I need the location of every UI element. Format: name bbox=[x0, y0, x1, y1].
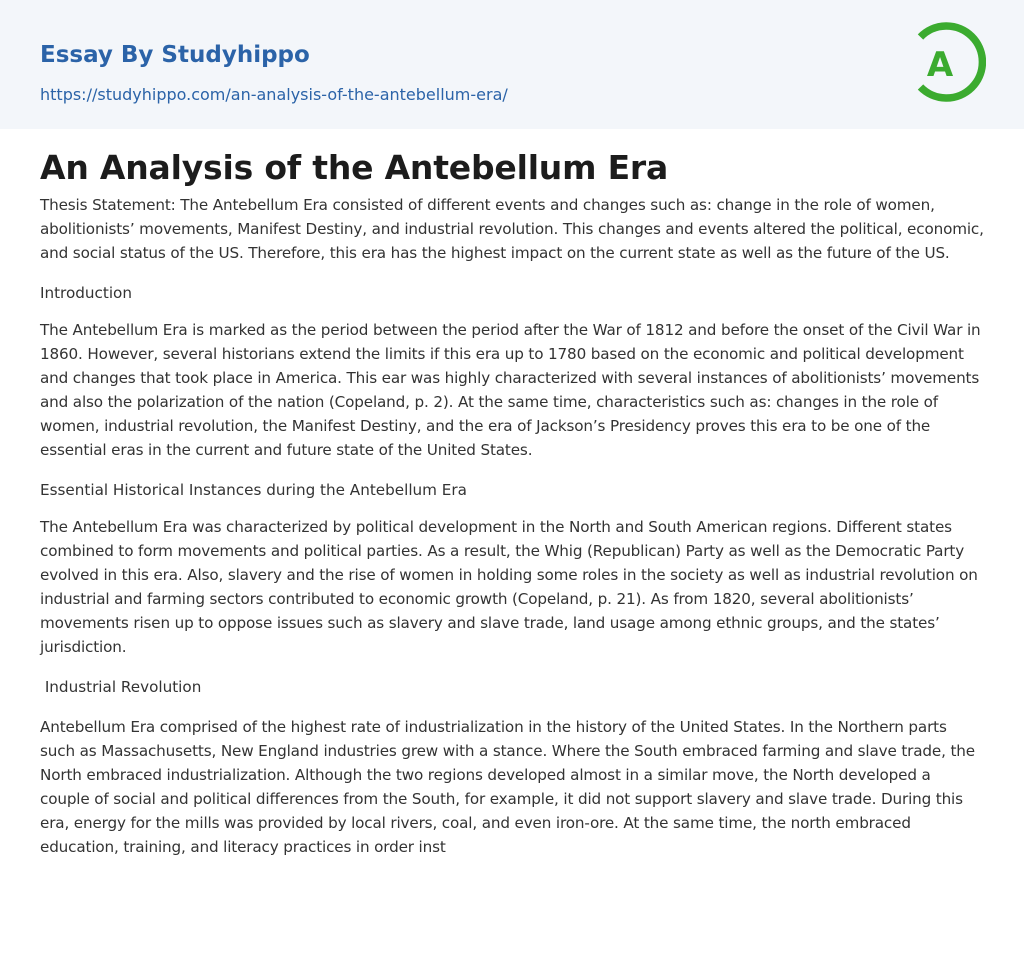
article bbox=[40, 147, 984, 859]
brand-title[interactable]: Essay By Studyhippo bbox=[40, 42, 310, 68]
site-header bbox=[0, 0, 1024, 129]
thesis-paragraph: Thesis Statement: The Antebellum Era consisted of different events and changes such as: change in the role of women, abolitionists’ movements, Manifest Destiny, and industrial revolution. This changes and events altered the political, economic, and social status of the US. Therefore, this era has the highest impact on the current state as well as the future of the US. bbox=[40, 196, 984, 262]
essential-instances-paragraph: The Antebellum Era was characterized by political development in the North and South American regions. Different states combined to form movements and political parties. As a result, the Whig (Republican) Party as well as the Democratic Party evolved in this era. Also, slavery and the rise of women in holding some roles in the society as well as industrial revolution on industrial and farming sectors contributed to economic growth (Copeland, p. 21). As from 1820, several abolitionists’ movements risen up to oppose issues such as slavery and slave trade, land usage among ethnic groups, and the states’ jurisdiction. bbox=[40, 518, 978, 656]
introduction-heading: Introduction bbox=[40, 284, 132, 302]
industrial-revolution-paragraph: Antebellum Era comprised of the highest rate of industrialization in the history of the United States. In the Northern parts such as Massachusetts, New England industries grew with a stance. Where the South embraced farming and slave trade, the North embraced industrialization. Although the two regions developed almost in a similar move, the North developed a couple of social and political differences from the South, for example, it did not support slavery and slave trade. During this era, energy for the mills was provided by local rivers, coal, and even iron-ore. At the same time, the north embraced education, training, and literacy practices in order inst bbox=[40, 718, 975, 856]
essay-url-link[interactable]: https://studyhippo.com/an-analysis-of-the-antebellum-era/ bbox=[40, 85, 508, 104]
industrial-revolution-heading: Industrial Revolution bbox=[40, 678, 202, 696]
introduction-paragraph: The Antebellum Era is marked as the period between the period after the War of 1812 and before the onset of the Civil War in 1860. However, several historians extend the limits if this era up to 1780 based on the economic and political development and changes that took place in America. This ear was highly characterized with several instances of abolitionists’ movements and also the polarization of the nation (Copeland, p. 2). At the same time, characteristics such as: changes in the role of women, industrial revolution, the Manifest Destiny, and the era of Jackson’s Presidency proves this era to be one of the essential eras in the current and future state of the United States. bbox=[40, 321, 981, 459]
article-title: An Analysis of the Antebellum Era bbox=[40, 148, 669, 187]
essential-instances-heading: Essential Historical Instances during the Antebellum Era bbox=[40, 481, 467, 499]
logo-letter: A bbox=[926, 45, 954, 85]
studyhippo-logo-icon[interactable] bbox=[912, 19, 986, 105]
